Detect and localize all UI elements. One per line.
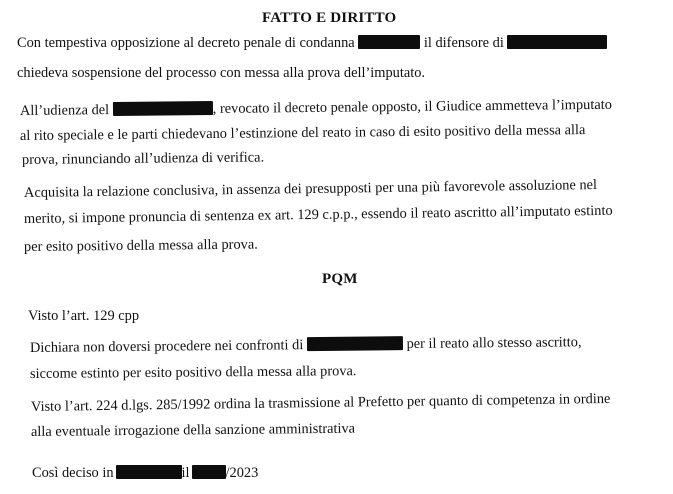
paragraph-7-line-1 <box>32 464 258 482</box>
paragraph-5-text-b: per il reato allo stesso ascritto, <box>406 334 582 353</box>
paragraph-1-text-b: il difensore di <box>423 35 504 51</box>
paragraph-1-text-a: Con tempestiva opposizione al decreto penale di condanna <box>17 35 355 51</box>
paragraph-4-line-1: Visto l’art. 129 cpp <box>28 308 140 324</box>
paragraph-1-line-2: chiedeva sospensione del processo con messa alla prova dell’imputato. <box>17 65 426 81</box>
paragraph-3-line-1: Acquisita la relazione conclusiva, in assenza dei presupposti per una più favorevole assoluzione nel <box>23 176 598 201</box>
redaction-block <box>358 35 420 49</box>
paragraph-7-text-b: il <box>181 465 190 481</box>
paragraph-2-line-3: prova, rinunciando all’udienza di verifica. <box>21 149 265 168</box>
heading-pqm: PQM <box>322 271 358 287</box>
paragraph-5-line-2: siccome estinto per esito positivo della messa alla prova. <box>29 363 357 382</box>
paragraph-6-line-1: Visto l’art. 224 d.lgs. 285/1992 ordina la trasmissione al Prefetto per quanto di competenza in ordine <box>30 390 611 415</box>
heading-fatto-e-diritto: FATTO E DIRITTO <box>262 10 397 26</box>
paragraph-5-line-1 <box>30 333 582 357</box>
paragraph-3-line-2: merito, si impone pronuncia di sentenza ex art. 129 c.p.p., essendo il reato ascritto all’imputato estinto <box>23 202 613 227</box>
paragraph-6-line-2: alla eventuale irrogazione della sanzione amministrativa <box>30 420 356 440</box>
redaction-block <box>192 465 226 479</box>
paragraph-2-line-2: al rito speciale e le parti chiedevano l’estinzione del reato in caso di esito positivo della messa alla <box>19 122 586 144</box>
redaction-block <box>113 101 213 116</box>
paragraph-1-line-1 <box>17 34 607 52</box>
paragraph-2-line-1 <box>20 96 612 120</box>
redaction-block <box>307 336 403 351</box>
paragraph-2-text-a: All’udienza del <box>19 102 110 119</box>
paragraph-7-text-c: /2023 <box>225 465 259 481</box>
paragraph-3-line-3: per esito positivo della messa alla prova. <box>23 236 258 255</box>
redaction-block <box>507 35 607 49</box>
paragraph-5-text-a: Dichiara non doversi procedere nei confronti di <box>29 337 304 356</box>
paragraph-2-text-b: , revocato il decreto penale opposto, il Giudice ammetteva l’imputato <box>212 96 612 117</box>
redaction-block <box>116 465 182 479</box>
paragraph-7-text-a: Così deciso in <box>32 465 114 481</box>
